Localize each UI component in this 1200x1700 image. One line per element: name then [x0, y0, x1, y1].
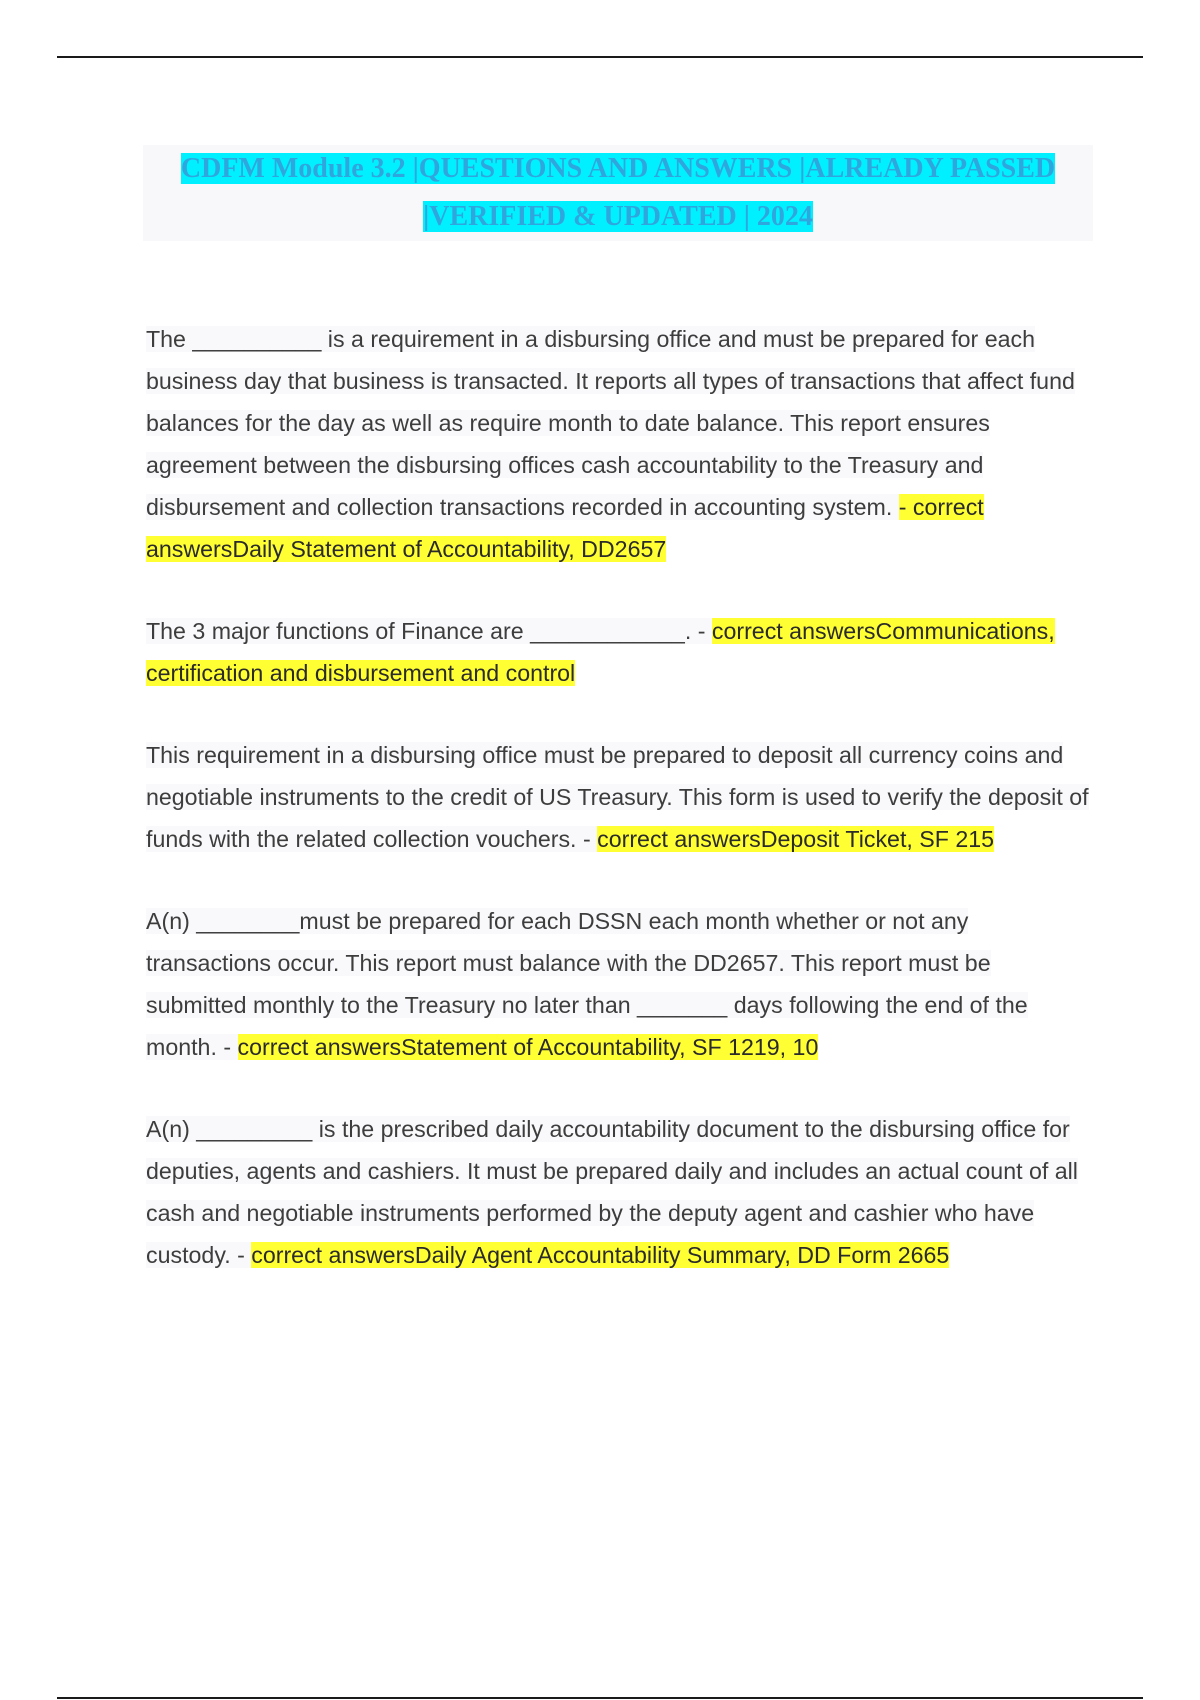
question-text: A(n) _________ is the prescribed daily accountability document to the disbursing office for deputies, agents and cashiers. It must be prepared daily and includes an actual count of all cash and negotiable instruments performed by the deputy agent and cashier who have custody. -: [146, 1116, 1078, 1268]
question-text: The __________ is a requirement in a disbursing office and must be prepared for each business day that business is transacted. It reports all types of transactions that affect fund balances for the day as well as require month to date balance. This report ensures agreement between the disbursing offices cash accountability to the Treasury and disbursement and collection transactions recorded in accounting system.: [146, 326, 1075, 520]
qa-list: [146, 318, 1094, 1316]
qa-item-5: [146, 1108, 1094, 1276]
answer-highlight: - correct answersDaily Statement of Accountability, DD2657: [146, 494, 984, 562]
answer-highlight: correct answersDaily Agent Accountability Summary, DD Form 2665: [251, 1242, 950, 1268]
qa-item-3: [146, 734, 1094, 860]
top-rule: [57, 56, 1143, 58]
document-title: [143, 145, 1093, 241]
title-line-1: CDFM Module 3.2 |QUESTIONS AND ANSWERS |ALREADY PASSED: [180, 153, 1056, 184]
title-line-2: |VERIFIED & UPDATED | 2024: [423, 201, 813, 232]
question-text: This requirement in a disbursing office must be prepared to deposit all currency coins and negotiable instruments to the credit of US Treasury. This form is used to verify the deposit of funds with the related collection vouchers. -: [146, 742, 1089, 852]
title-box: [143, 145, 1093, 241]
answer-highlight: correct answersStatement of Accountability, SF 1219, 10: [237, 1034, 819, 1060]
qa-item-4: [146, 900, 1094, 1068]
answer-highlight: correct answersCommunications, certification and disbursement and control: [146, 618, 1055, 686]
qa-item-2: [146, 610, 1094, 694]
bottom-rule: [57, 1697, 1143, 1699]
qa-item-1: [146, 318, 1094, 570]
answer-highlight: correct answersDeposit Ticket, SF 215: [597, 826, 995, 852]
question-text: The 3 major functions of Finance are ____________. -: [146, 618, 712, 644]
question-text: A(n) ________must be prepared for each DSSN each month whether or not any transactions occur. This report must balance with the DD2657. This report must be submitted monthly to the Treasury no later than _______ days following the end of the month. -: [146, 908, 1028, 1060]
